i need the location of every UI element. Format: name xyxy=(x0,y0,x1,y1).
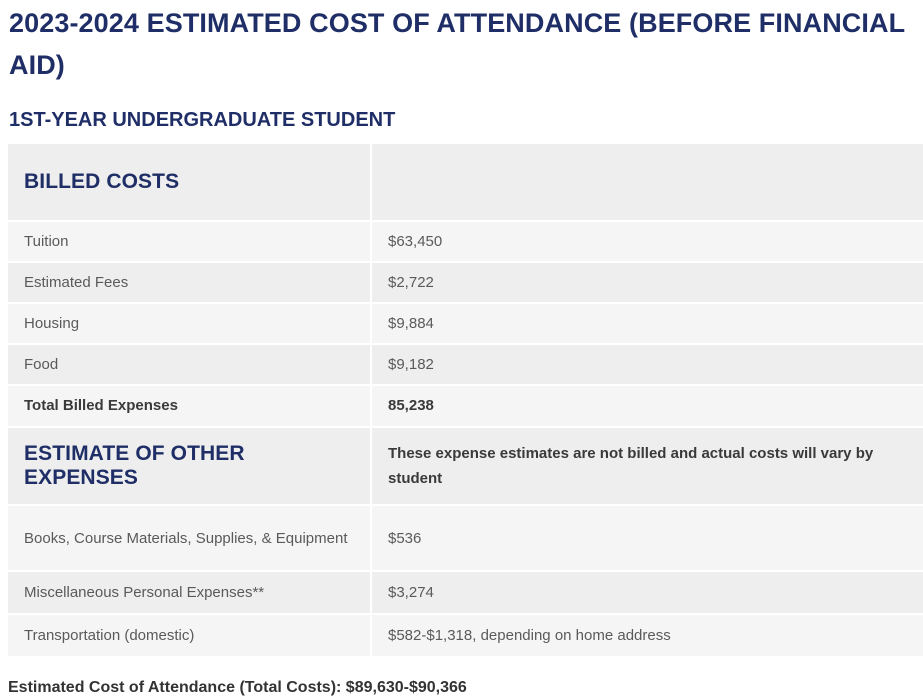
row-value: $9,884 xyxy=(388,315,434,332)
row-value: $3,274 xyxy=(388,584,434,601)
row-label: Miscellaneous Personal Expenses** xyxy=(24,584,265,601)
table-row xyxy=(8,615,923,658)
row-value: $582-$1,318, depending on home address xyxy=(388,627,671,644)
row-label: Housing xyxy=(24,315,80,332)
billed-heading: BILLED COSTS xyxy=(24,170,180,193)
page-title: 2023-2024 ESTIMATED COST OF ATTENDANCE (BEFORE FINANCIAL AID) xyxy=(9,8,905,80)
table-row xyxy=(8,345,923,386)
row-label: Food xyxy=(24,356,59,373)
total-row xyxy=(8,386,923,428)
row-value: $2,722 xyxy=(388,274,434,291)
row-label: Transportation (domestic) xyxy=(24,627,195,644)
row-label: Books, Course Materials, Supplies, & Equipment xyxy=(24,529,348,547)
table-row xyxy=(8,572,923,615)
other-heading: ESTIMATE OF OTHER EXPENSES xyxy=(24,442,245,489)
table-row xyxy=(8,304,923,345)
section-heading-other xyxy=(8,428,372,506)
total-label: Total Billed Expenses xyxy=(24,397,178,414)
row-value: $536 xyxy=(388,529,422,547)
section-row-billed xyxy=(8,144,923,222)
row-value: $9,182 xyxy=(388,356,434,373)
section-row-other xyxy=(8,428,923,506)
page-subtitle: 1ST-YEAR UNDERGRADUATE STUDENT xyxy=(9,109,396,131)
cost-table xyxy=(8,144,923,658)
total-value: 85,238 xyxy=(388,397,434,414)
row-label: Estimated Fees xyxy=(24,274,129,291)
cost-of-attendance-total: Estimated Cost of Attendance (Total Costs): $89,630-$90,366 xyxy=(8,679,467,696)
row-label: Tuition xyxy=(24,233,69,250)
row-value: $63,450 xyxy=(388,233,443,250)
section-heading-billed xyxy=(8,144,372,222)
other-note: These expense estimates are not billed and actual costs will vary by student xyxy=(388,445,874,487)
table-row xyxy=(8,506,923,572)
section-heading-billed-blank xyxy=(372,144,923,222)
table-row xyxy=(8,263,923,304)
table-row xyxy=(8,222,923,263)
